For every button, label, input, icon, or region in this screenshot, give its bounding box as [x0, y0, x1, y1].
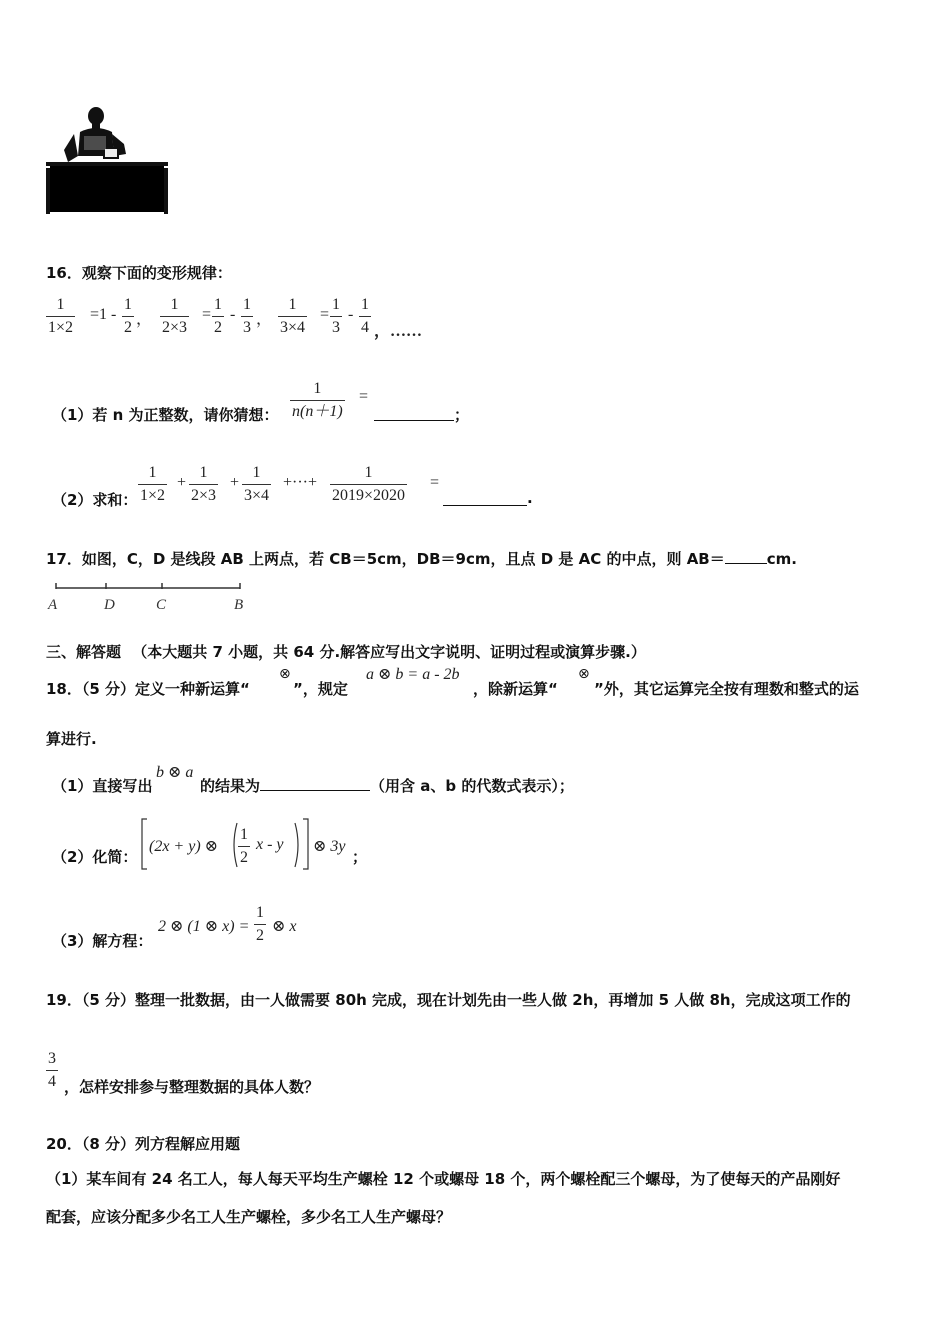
q20-part1-line2: 配套，应该分配多少名工人生产螺栓，多少名工人生产螺母？ [46, 1208, 452, 1226]
minus-sign: - [230, 306, 236, 323]
hint-text: （用含 a、b 的代数式表示）； [370, 777, 574, 795]
operation-rule: a ⊗ b = a - 2b [366, 666, 460, 683]
plus-sign: + [177, 474, 187, 491]
answer-blank[interactable] [374, 404, 454, 421]
fraction-1-over-2: $\frac{1}{2}$ [256, 904, 264, 944]
square-bracket-left-icon [140, 818, 148, 870]
semicolon: ； [454, 406, 470, 424]
q16-part1-label: （1）若 n 为正整数，请你猜想： [52, 406, 279, 424]
plus-sign: + [230, 474, 240, 491]
paren-right-icon [294, 822, 302, 868]
q18-part1-b [200, 775, 574, 796]
section-note: （本大题共 7 小题，共 64 分.解答应写出文字说明、证明过程或演算步骤.） [132, 643, 646, 661]
point-label-D: D [104, 597, 115, 613]
q18-intro-b: ”，规定 [293, 680, 348, 698]
q18-part3-label: （3）解方程： [52, 932, 153, 950]
expression-b-otimes-a: b ⊗ a [156, 764, 194, 781]
answer-blank[interactable] [443, 489, 527, 506]
fraction-1-over-n-n-plus-1: $\frac{1}{n(n+1)}$ [292, 380, 343, 420]
equals-sign: = [359, 388, 369, 405]
point-label-C: C [156, 597, 167, 613]
fraction-1-over-3x4: $\frac{1}{3\times 4}$ [280, 296, 306, 336]
equation-left: 2 ⊗ (1 ⊗ x) = [158, 918, 250, 935]
fraction-1-over-4: $\frac{1}{4}$ [361, 296, 369, 336]
segment-diagram [44, 580, 254, 614]
section-heading [46, 641, 646, 662]
q18-part2-label: （2）化简： [52, 848, 138, 866]
separator-comma: ， [256, 311, 273, 328]
fraction-1-over-2x3: $\frac{1}{2\times 3}$ [162, 296, 188, 336]
fraction-1-over-3x4: $\frac{1}{3\times 4}$ [244, 464, 270, 504]
q16-part2-label: （2）求和： [52, 491, 138, 509]
point-label-A: A [48, 597, 58, 613]
equals-sign: = [430, 474, 440, 491]
q18-part1-a: （1）直接写出 [52, 777, 153, 795]
q19-text: 19．（5 分）整理一批数据，由一人做需要 80h 完成，现在计划先由一些人做 2h，再增加 5 人做 8h，完成这项工作的 [46, 991, 851, 1009]
equals-sign: = [202, 306, 212, 323]
q18-intro-a: 18．（5 分）定义一种新运算“ [46, 680, 250, 698]
q16-title: 16．观察下面的变形规律： [46, 264, 232, 282]
semicolon: ； [352, 848, 368, 866]
equals-one-minus: =1 - [90, 306, 117, 323]
q18-intro-c: ，除新运算“ [473, 680, 558, 698]
fraction-1-over-3: $\frac{1}{3}$ [243, 296, 251, 336]
fraction-1-over-1x2: $\frac{1}{1\times 2}$ [140, 464, 166, 504]
separator-comma: ， [136, 311, 153, 328]
equals-sign: = [320, 306, 330, 323]
result-label: 的结果为 [200, 777, 261, 795]
square-bracket-right-icon [302, 818, 310, 870]
fraction-1-over-2: $\frac{1}{2}$ [240, 826, 248, 866]
q20-title: 20．（8 分）列方程解应用题 [46, 1135, 241, 1153]
q19-question: ，怎样安排参与整理数据的具体人数？ [64, 1078, 320, 1096]
period: . [527, 489, 533, 507]
q18-intro-d: ”外，其它运算完全按有理数和整式的运 [594, 680, 859, 698]
minus-sign: - [348, 306, 354, 323]
section-title: 三、解答题 [46, 643, 122, 661]
fraction-1-over-2: $\frac{1}{2}$ [124, 296, 132, 336]
otimes-operator: ⊗ [578, 666, 590, 682]
fraction-1-over-2x3: $\frac{1}{2\times 3}$ [191, 464, 217, 504]
worker-figure [64, 107, 126, 162]
answer-blank[interactable] [260, 778, 370, 791]
equation-right: ⊗ x [272, 918, 297, 935]
point-label-B: B [234, 597, 244, 613]
workbench [46, 162, 168, 214]
answer-blank[interactable] [725, 551, 767, 564]
fraction-1-over-1x2: $\frac{1}{1\times 2}$ [48, 296, 74, 336]
fraction-3-over-4: $\frac{3}{4}$ [48, 1050, 56, 1090]
expression-x-minus-y: x - y [256, 836, 284, 853]
otimes-operator: ⊗ [279, 666, 291, 682]
q20-part1-line1: （1）某车间有 24 名工人，每人每天平均生产螺栓 12 个或螺母 18 个，两个螺栓配三个螺母，为了使每天的产品刚好 [46, 1170, 841, 1188]
fraction-1-over-2019x2020: $\frac{1}{2019\times 2020}$ [332, 464, 406, 504]
q17-question: 17．如图，C，D 是线段 AB 上两点，若 CB＝5cm，DB＝9cm，且点 D 是 AC 的中点，则 AB＝ [46, 550, 725, 568]
ellipsis: ，…… [374, 323, 423, 340]
worker-illustration [44, 104, 170, 216]
q17-text [46, 548, 797, 569]
expression-2x-plus-y: (2x + y) ⊗ [149, 838, 219, 855]
fraction-1-over-2b: $\frac{1}{2}$ [214, 296, 222, 336]
fraction-1-over-3b: $\frac{1}{3}$ [332, 296, 340, 336]
q18-intro-line2: 算进行. [46, 730, 97, 748]
expression-otimes-3y: ⊗ 3y [313, 838, 346, 855]
paren-left-icon [230, 822, 238, 868]
plus-dots-plus: +···+ [283, 474, 318, 491]
q17-unit: cm. [766, 550, 797, 568]
